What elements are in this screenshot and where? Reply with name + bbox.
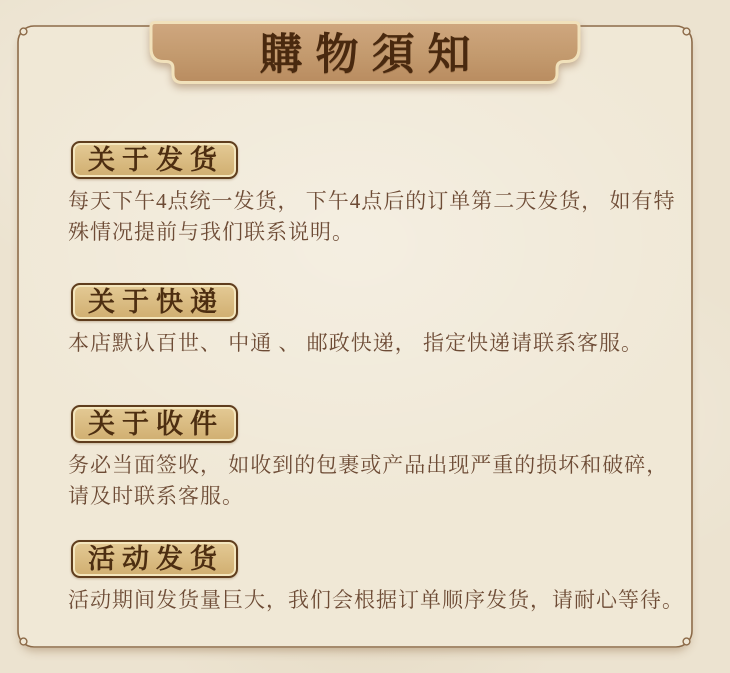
section-shipping: [68, 141, 676, 248]
section-label-badge: 活动发货: [71, 540, 238, 578]
section-paragraph: [68, 328, 676, 359]
text-line: 殊情况提前与我们联系说明。: [68, 220, 354, 244]
section-receiving: [68, 405, 673, 512]
text-line: 请及时联系客服。: [68, 484, 244, 508]
notice-sections: [17, 25, 693, 648]
section-label-badge: 关于发货: [71, 141, 238, 179]
text-line: 务必当面签收， 如收到的包裹或产品出现严重的损坏和破碎，: [68, 453, 669, 477]
section-event-shipping: [68, 540, 684, 616]
page-title: 購物須知: [259, 31, 484, 79]
text-line: 活动期间发货量巨大，我们会根据订单顺序发货，请耐心等待。: [68, 588, 684, 612]
section-label-badge: 关于收件: [71, 405, 238, 443]
section-paragraph: [68, 186, 676, 248]
section-paragraph: [68, 450, 676, 512]
section-express: [68, 283, 673, 359]
text-line: 每天下午4点统一发货， 下午4点后的订单第二天发货， 如有特: [68, 189, 676, 213]
text-line: 本店默认百世、 中通 、 邮政快递， 指定快递请联系客服。: [68, 331, 643, 355]
section-label-badge: 关于快递: [71, 283, 238, 321]
section-paragraph: [68, 585, 684, 616]
